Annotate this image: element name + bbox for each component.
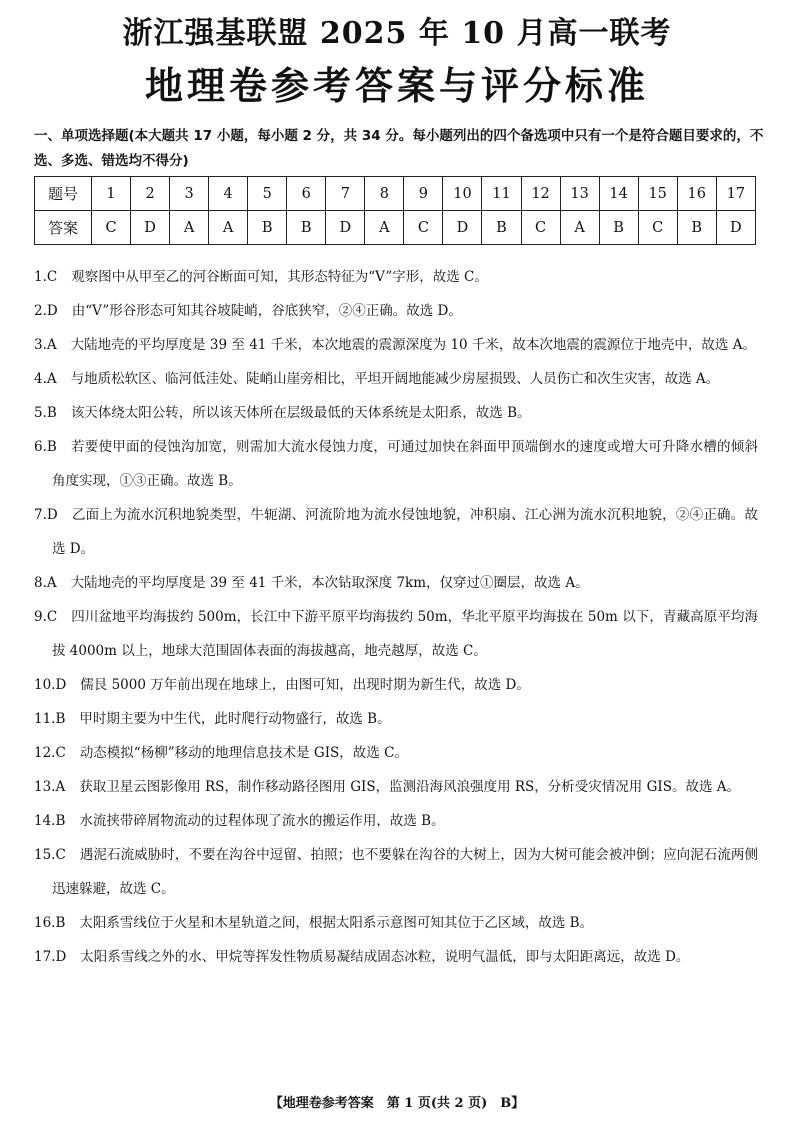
explanation-number: 3.A (34, 337, 57, 353)
explanation-number: 14.B (34, 813, 66, 829)
answer-cell: B (677, 211, 716, 245)
explanation-item (34, 260, 758, 294)
explanation-text: 大陆地壳的平均厚度是 39 至 41 千米，本次地震的震源深度为 10 千米，故本次地震的震源位于地壳中，故选 A。 (70, 337, 756, 353)
explanation-item (34, 294, 758, 328)
explanation-item (34, 396, 758, 430)
explanation-number: 12.C (34, 745, 66, 761)
explanation-number: 1.C (34, 269, 58, 285)
explanation-text: 水流挟带碎屑物流动的过程体现了流水的搬运作用，故选 B。 (79, 813, 445, 829)
question-number-cell: 13 (560, 177, 599, 211)
answer-cell: D (443, 211, 482, 245)
explanation-text: 大陆地壳的平均厚度是 39 至 41 千米，本次钻取深度 7km，仅穿过①圈层，故选 A。 (70, 575, 589, 591)
explanation-text: 观察图中从甲至乙的河谷断面可知，其形态特征为“V”字形，故选 C。 (71, 269, 488, 285)
answer-cell: C (404, 211, 443, 245)
explanation-item (34, 736, 758, 770)
answer-row (35, 211, 756, 245)
explanation-number: 10.D (34, 677, 67, 693)
answer-table (34, 176, 756, 245)
explanation-text: 太阳系雪线位于火星和木星轨道之间，根据太阳系示意图可知其位于乙区域，故选 B。 (79, 915, 594, 931)
explanation-text: 由“V”形谷形态可知其谷坡陡峭，谷底狭窄，②④正确。故选 D。 (71, 303, 462, 319)
explanation-item (34, 566, 758, 600)
question-number-cell: 2 (131, 177, 170, 211)
answer-label-cell: 答案 (35, 211, 92, 245)
explanation-item (34, 906, 758, 940)
explanation-text: 乙面上为流水沉积地貌类型，牛轭湖、河流阶地为流水侵蚀地貌，冲积扇、江心洲为流水沉积地貌，②④正确。故选 D。 (52, 507, 758, 557)
explanation-text: 获取卫星云图影像用 RS，制作移动路径图用 GIS，监测沿海风浪强度用 RS，分析受灾情况用 GIS。故选 A。 (79, 779, 740, 795)
explanation-item (34, 838, 758, 906)
explanation-number: 6.B (34, 439, 57, 455)
page-footer: 【地理卷参考答案 第 1 页(共 2 页) B】 (269, 1096, 525, 1111)
explanation-number: 17.D (34, 949, 67, 965)
answer-cell: B (482, 211, 521, 245)
explanation-number: 4.A (34, 371, 57, 387)
explanation-text: 遇泥石流威胁时，不要在沟谷中逗留、拍照；也不要躲在沟谷的大树上，因为大树可能会被冲倒；应向泥石流两侧迅速躲避，故选 C。 (52, 847, 758, 897)
question-number-cell: 6 (287, 177, 326, 211)
explanation-list (34, 260, 758, 974)
explanation-item (34, 668, 758, 702)
explanation-number: 5.B (34, 405, 57, 421)
explanation-number: 16.B (34, 915, 66, 931)
explanation-number: 8.A (34, 575, 57, 591)
explanation-item (34, 430, 758, 498)
explanation-item (34, 600, 758, 668)
explanation-item (34, 804, 758, 838)
answer-cell: C (638, 211, 677, 245)
explanation-number: 2.D (34, 303, 58, 319)
question-number-cell: 9 (404, 177, 443, 211)
answer-cell: C (92, 211, 131, 245)
explanation-number: 11.B (34, 711, 66, 727)
question-number-cell: 15 (638, 177, 677, 211)
explanation-text: 甲时期主要为中生代，此时爬行动物盛行，故选 B。 (79, 711, 391, 727)
explanation-text: 动态模拟“杨柳”移动的地理信息技术是 GIS，故选 C。 (79, 745, 408, 761)
explanation-item (34, 702, 758, 736)
answer-cell: B (599, 211, 638, 245)
answer-cell: D (716, 211, 755, 245)
question-number-cell: 10 (443, 177, 482, 211)
explanation-number: 15.C (34, 847, 66, 863)
question-number-cell: 5 (248, 177, 287, 211)
explanation-item (34, 498, 758, 566)
answer-cell: A (209, 211, 248, 245)
question-number-cell: 14 (599, 177, 638, 211)
explanation-item (34, 328, 758, 362)
explanation-number: 9.C (34, 609, 58, 625)
explanation-item (34, 362, 758, 396)
answer-cell: B (248, 211, 287, 245)
answer-cell: D (131, 211, 170, 245)
exam-title: 浙江强基联盟 2025 年 10 月高一联考 (122, 16, 672, 51)
question-number-cell: 12 (521, 177, 560, 211)
explanation-item (34, 770, 758, 804)
question-number-cell: 8 (365, 177, 404, 211)
explanation-number: 7.D (34, 507, 58, 523)
answer-cell: D (326, 211, 365, 245)
question-number-row (35, 177, 756, 211)
question-number-cell: 4 (209, 177, 248, 211)
answer-cell: B (287, 211, 326, 245)
explanation-text: 太阳系雪线之外的水、甲烷等挥发性物质易凝结成固态冰粒，说明气温低，即与太阳距离远，故选 D。 (80, 949, 690, 965)
document-title: 地理卷参考答案与评分标准 (144, 63, 649, 108)
answer-cell: A (560, 211, 599, 245)
section-instruction: 一、单项选择题(本大题共 17 小题，每小题 2 分，共 34 分。每小题列出的四个备选项中只有一个是符合题目要求的，不选、多选、错选均不得分) (34, 128, 764, 169)
answer-cell: C (521, 211, 560, 245)
question-number-cell: 7 (326, 177, 365, 211)
explanation-item (34, 940, 758, 974)
question-number-cell: 11 (482, 177, 521, 211)
answer-cell: A (170, 211, 209, 245)
explanation-number: 13.A (34, 779, 66, 795)
explanation-text: 儒艮 5000 万年前出现在地球上，由图可知，出现时期为新生代，故选 D。 (80, 677, 530, 693)
question-number-cell: 17 (716, 177, 755, 211)
explanation-text: 与地质松软区、临河低洼处、陡峭山崖旁相比，平坦开阔地能减少房屋损毁、人员伤亡和次生灾害，故选 A。 (70, 371, 720, 387)
question-label-cell: 题号 (35, 177, 92, 211)
question-number-cell: 3 (170, 177, 209, 211)
question-number-cell: 1 (92, 177, 131, 211)
answer-cell: A (365, 211, 404, 245)
explanation-text: 若要使甲面的侵蚀沟加宽，则需加大流水侵蚀力度，可通过加快在斜面甲顶端倒水的速度或增大可升降水槽的倾斜角度实现，①③正确。故选 B。 (52, 439, 758, 489)
explanation-text: 该天体绕太阳公转，所以该天体所在层级最低的天体系统是太阳系，故选 B。 (70, 405, 531, 421)
explanation-text: 四川盆地平均海拔约 500m，长江中下游平原平均海拔约 50m，华北平原平均海拔在 50m 以下，青藏高原平均海拔 4000m 以上，地球大范围固体表面的海拔越高，地壳越厚，故选 C。 (52, 609, 758, 659)
question-number-cell: 16 (677, 177, 716, 211)
